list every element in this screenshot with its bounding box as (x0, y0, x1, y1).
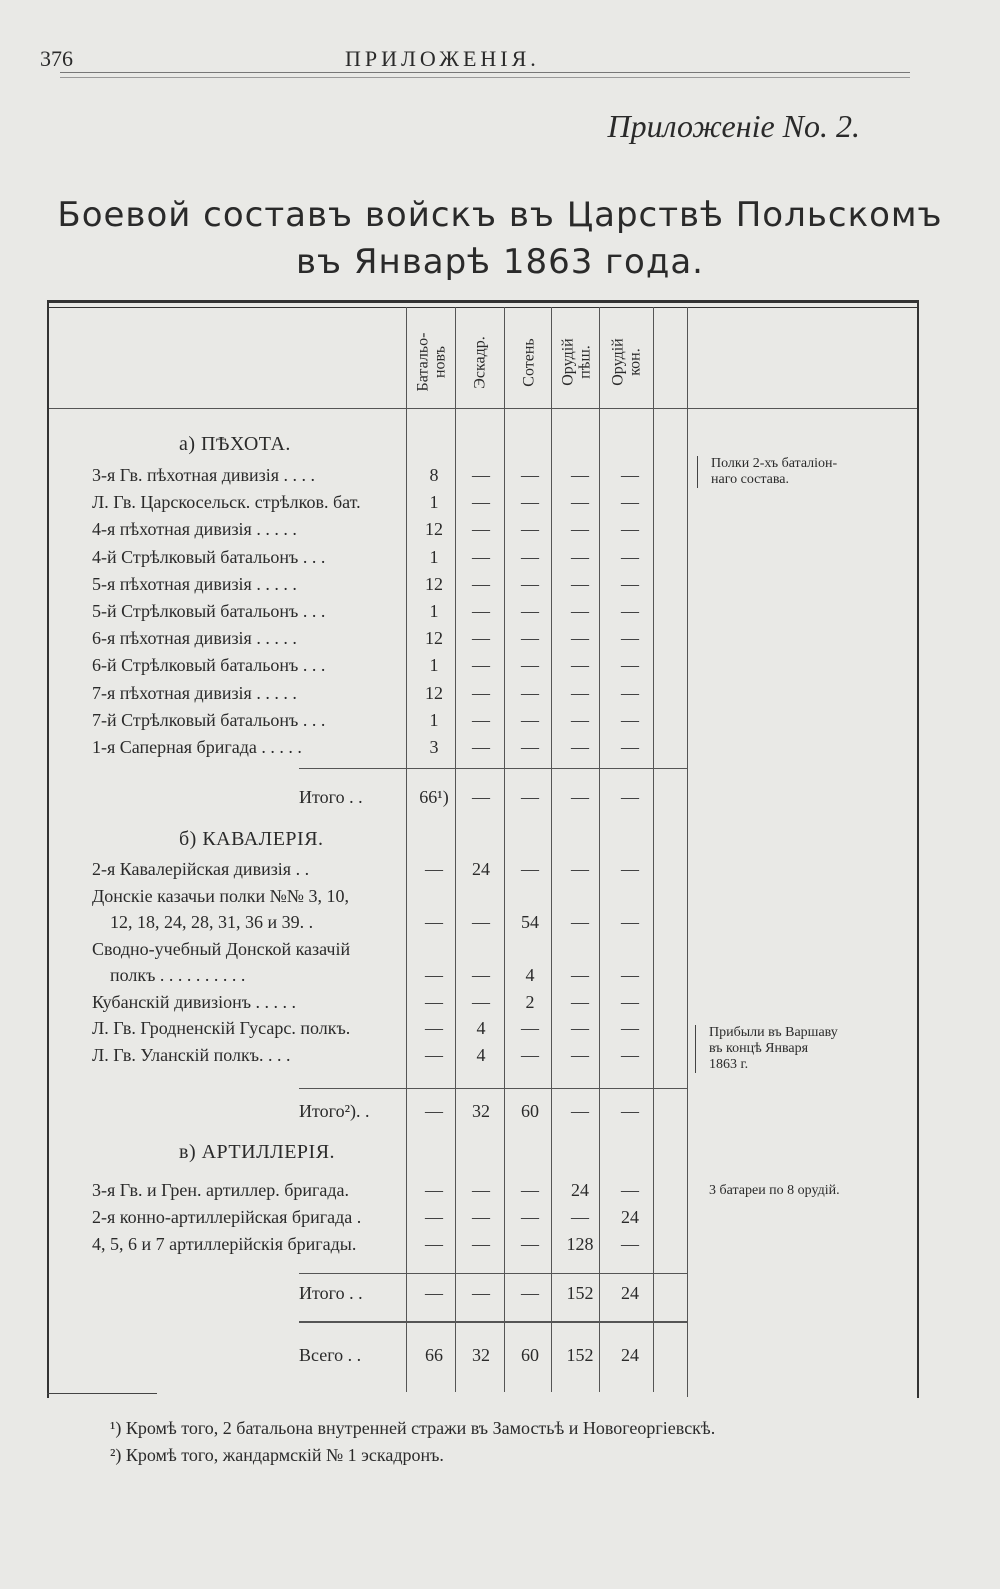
title-line-1: Боевой составъ войскъ въ Царствѣ Польскомъ (57, 195, 943, 235)
total-row (49, 1101, 917, 1127)
header-bottom-rule (49, 408, 917, 409)
cell-value: — (472, 1283, 490, 1303)
table-row (49, 628, 917, 654)
cell-value: — (621, 682, 639, 703)
cell-value: — (521, 682, 539, 703)
cell-value: — (472, 465, 490, 485)
cell-value: — (472, 492, 490, 513)
cell-value: — (425, 1180, 443, 1200)
brace-mark (697, 456, 702, 488)
unit-name: 5-й Стрѣлковый батальонъ . . . (92, 601, 326, 621)
cell-value: — (571, 912, 589, 932)
column-header (509, 323, 549, 401)
table-row (49, 683, 917, 709)
column-header (460, 323, 500, 401)
total-label: Всего . . (299, 1345, 362, 1365)
footnote-rule (47, 1393, 157, 1394)
cell-value: 32 (472, 1345, 490, 1365)
cell-value: — (521, 601, 539, 621)
cell-value: — (521, 546, 539, 567)
cell-value: — (621, 465, 639, 485)
cell-value: — (521, 709, 539, 730)
unit-name: полкъ . . . . . . . . . . (92, 965, 246, 985)
cell-value: — (621, 601, 639, 621)
unit-name: Л. Гв. Гродненскій Гусарс. полкъ. (92, 1018, 351, 1038)
unit-name: 5-я пѣхотная дивизія . . . . . (92, 573, 297, 594)
cell-value: — (521, 1207, 539, 1227)
cell-value: — (621, 1234, 639, 1254)
cell-value: — (621, 573, 639, 594)
cell-value: — (521, 1018, 539, 1038)
cell-value: 1 (429, 601, 439, 621)
cell-value: 12 (425, 682, 443, 703)
cell-value: — (571, 965, 589, 985)
cell-value: 12 (425, 519, 443, 540)
cell-value: — (521, 655, 539, 676)
column-header (607, 323, 647, 401)
cell-value: — (571, 573, 589, 594)
cell-value: — (621, 912, 639, 932)
table-rule (299, 1273, 687, 1274)
cell-value: 60 (521, 1345, 539, 1365)
cell-value: 24 (621, 1283, 639, 1303)
table-rule (299, 1088, 687, 1089)
cell-value: — (425, 1207, 443, 1227)
cell-value: — (472, 1180, 490, 1200)
cell-value: 60 (521, 1101, 539, 1121)
cell-value: — (472, 519, 490, 540)
total-row (49, 1345, 917, 1371)
cell-value: — (521, 465, 539, 485)
unit-name: Донскіе казачьи полки №№ 3, 10, (92, 885, 349, 906)
cell-value: — (472, 655, 490, 676)
title-line-2: въ Январѣ 1863 года. (296, 242, 704, 282)
table-row (49, 601, 917, 627)
section-heading: а) ПѢХОТА. (179, 433, 291, 455)
cell-value: — (621, 709, 639, 730)
cell-value: — (571, 1207, 589, 1227)
total-label: Итого . . (299, 1283, 363, 1303)
unit-name: 2-я Кавалерійская дивизія . . (92, 859, 310, 879)
cell-value: — (571, 601, 589, 621)
column-header-label: Орудій пѣш. (560, 338, 595, 386)
table-row (49, 547, 917, 573)
cell-value: — (472, 737, 490, 757)
cell-value: — (571, 655, 589, 676)
cell-value: 24 (571, 1180, 589, 1200)
cell-value: — (521, 1234, 539, 1254)
cell-value: — (571, 1018, 589, 1038)
cell-value: 4 (476, 1018, 486, 1038)
cell-value: — (521, 859, 539, 879)
cell-value: — (425, 912, 443, 932)
cell-value: — (621, 991, 639, 1012)
cell-value: — (571, 546, 589, 567)
cell-value: — (521, 573, 539, 594)
cell-value: 66 (425, 1345, 443, 1365)
unit-name: 3-я Гв. и Грен. артиллер. бригада. (92, 1180, 350, 1200)
table-row (49, 574, 917, 600)
cell-value: 1 (429, 709, 439, 730)
cell-value: 24 (621, 1207, 639, 1227)
unit-name: 12, 18, 24, 28, 31, 36 и 39. . (92, 912, 314, 932)
table-row (49, 737, 917, 763)
cell-value: — (425, 991, 443, 1012)
cell-value: 1 (429, 492, 439, 513)
cell-value: — (621, 1101, 639, 1121)
cell-value: — (571, 519, 589, 540)
cell-value: — (425, 1018, 443, 1038)
cell-value: — (472, 787, 490, 807)
unit-name: 7-й Стрѣлковый батальонъ . . . (92, 709, 326, 730)
cell-value: — (425, 1044, 443, 1065)
table-row (49, 939, 917, 965)
total-row (49, 1283, 917, 1309)
cell-value: 128 (566, 1234, 594, 1254)
table-row (49, 965, 917, 991)
cell-value: — (571, 737, 589, 757)
cell-value: — (472, 546, 490, 567)
cell-value: — (521, 737, 539, 757)
page-number: 376 (40, 46, 73, 71)
column-header-label: Сотень (520, 337, 538, 387)
appendix-label: Приложеніе No. 2. (607, 108, 860, 144)
cell-value: — (571, 465, 589, 485)
cell-value: — (571, 709, 589, 730)
side-note: Полки 2-хъ баталіон- наго состава. (711, 456, 838, 487)
cell-value: — (621, 546, 639, 567)
table-row (49, 886, 917, 912)
brace-mark (695, 1025, 700, 1073)
cell-value: — (472, 912, 490, 932)
cell-value: 1 (429, 655, 439, 676)
column-header (557, 323, 597, 401)
cell-value: 32 (472, 1101, 490, 1121)
total-label: Итого²). . (299, 1101, 370, 1121)
cell-value: — (571, 1044, 589, 1065)
cell-value: — (425, 1234, 443, 1254)
column-header-label: Эскадр. (471, 335, 489, 389)
unit-name: 7-я пѣхотная дивизія . . . . . (92, 682, 297, 703)
unit-name: 4-й Стрѣлковый батальонъ . . . (92, 546, 326, 567)
cell-value: — (621, 519, 639, 540)
cell-value: — (621, 655, 639, 676)
cell-value: — (571, 859, 589, 879)
cell-value: — (521, 492, 539, 513)
total-label: Итого . . (299, 787, 363, 807)
cell-value: — (472, 1234, 490, 1254)
footnote-2: ²) Кромѣ того, жандармскій № 1 эскадронъ. (110, 1445, 444, 1465)
table-rule (299, 768, 687, 769)
cell-value: — (621, 965, 639, 985)
side-note: Прибыли въ Варшаву въ концѣ Января 1863 г. (709, 1025, 838, 1072)
cell-value: — (425, 1101, 443, 1121)
cell-value: 2 (525, 991, 535, 1012)
cell-value: 24 (621, 1345, 639, 1365)
unit-name: 3-я Гв. пѣхотная дивизія . . . . (92, 465, 316, 485)
table-row (49, 492, 917, 518)
table-row (49, 655, 917, 681)
running-head: ПРИЛОЖЕНІЯ. (345, 46, 540, 71)
unit-name: Л. Гв. Уланскій полкъ. . . . (92, 1044, 291, 1065)
cell-value: — (621, 492, 639, 513)
cell-value: 54 (521, 912, 539, 932)
cell-value: — (425, 1283, 443, 1303)
cell-value: — (521, 1283, 539, 1303)
cell-value: 4 (525, 965, 535, 985)
cell-value: — (521, 1180, 539, 1200)
table-row (49, 710, 917, 736)
cell-value: — (571, 991, 589, 1012)
cell-value: 4 (476, 1044, 486, 1065)
table-rule (299, 1321, 687, 1323)
cell-value: — (571, 1101, 589, 1121)
cell-value: 12 (425, 573, 443, 594)
table-row (49, 1234, 917, 1260)
table-row (49, 519, 917, 545)
unit-name: 1-я Саперная бригада . . . . . (92, 737, 302, 757)
cell-value: — (425, 965, 443, 985)
cell-value: — (472, 991, 490, 1012)
unit-name: 2-я конно-артиллерійская бригада . (92, 1207, 362, 1227)
cell-value: — (621, 1044, 639, 1065)
unit-name: 4-я пѣхотная дивизія . . . . . (92, 519, 297, 540)
cell-value: — (621, 737, 639, 757)
cell-value: — (472, 573, 490, 594)
cell-value: 152 (566, 1283, 594, 1303)
unit-name: Кубанскій дивизіонъ . . . . . (92, 991, 297, 1012)
footnote-1: ¹) Кромѣ того, 2 батальона внутренней стражи въ Замостьѣ и Новогеоргіевскѣ. (110, 1418, 716, 1438)
unit-name: Л. Гв. Царскосельск. стрѣлков. бат. (92, 492, 361, 513)
cell-value: — (571, 628, 589, 649)
section-heading: в) АРТИЛЛЕРІЯ. (179, 1141, 336, 1163)
cell-value: 24 (472, 859, 490, 879)
cell-value: — (571, 682, 589, 703)
unit-name: 6-й Стрѣлковый батальонъ . . . (92, 655, 326, 676)
table-row (49, 912, 917, 938)
cell-value: — (621, 859, 639, 879)
column-header (411, 323, 451, 401)
header-rule (60, 72, 910, 78)
unit-name: Сводно-учебный Донской казачій (92, 938, 351, 959)
section-heading: б) КАВАЛЕРІЯ. (179, 828, 324, 850)
cell-value: — (621, 1180, 639, 1200)
cell-value: — (472, 601, 490, 621)
table-row (49, 1207, 917, 1233)
column-header-label: Орудій кон. (610, 338, 645, 386)
cell-value: — (521, 628, 539, 649)
cell-value: 1 (429, 546, 439, 567)
cell-value: — (571, 787, 589, 807)
unit-name: 6-я пѣхотная дивизія . . . . . (92, 628, 297, 649)
table-row (49, 859, 917, 885)
cell-value: — (521, 787, 539, 807)
cell-value: 152 (566, 1345, 594, 1365)
cell-value: — (621, 628, 639, 649)
cell-value: — (425, 859, 443, 879)
cell-value: — (571, 492, 589, 513)
table-inner-rule (49, 307, 917, 308)
table-row (49, 992, 917, 1018)
side-note: 3 батареи по 8 орудій. (709, 1183, 840, 1198)
cell-value: — (621, 1018, 639, 1038)
total-row (49, 787, 917, 813)
cell-value: — (472, 709, 490, 730)
troop-table (47, 300, 919, 1398)
column-header-label: Батальо- новъ (414, 332, 449, 392)
cell-value: 66¹) (419, 787, 449, 807)
unit-name: 4, 5, 6 и 7 артиллерійскія бригады. (92, 1234, 357, 1254)
cell-value: — (621, 787, 639, 807)
cell-value: 3 (429, 737, 439, 757)
cell-value: 8 (429, 465, 439, 485)
cell-value: 12 (425, 628, 443, 649)
cell-value: — (521, 1044, 539, 1065)
cell-value: — (472, 965, 490, 985)
cell-value: — (472, 1207, 490, 1227)
cell-value: — (521, 519, 539, 540)
cell-value: — (472, 682, 490, 703)
cell-value: — (472, 628, 490, 649)
